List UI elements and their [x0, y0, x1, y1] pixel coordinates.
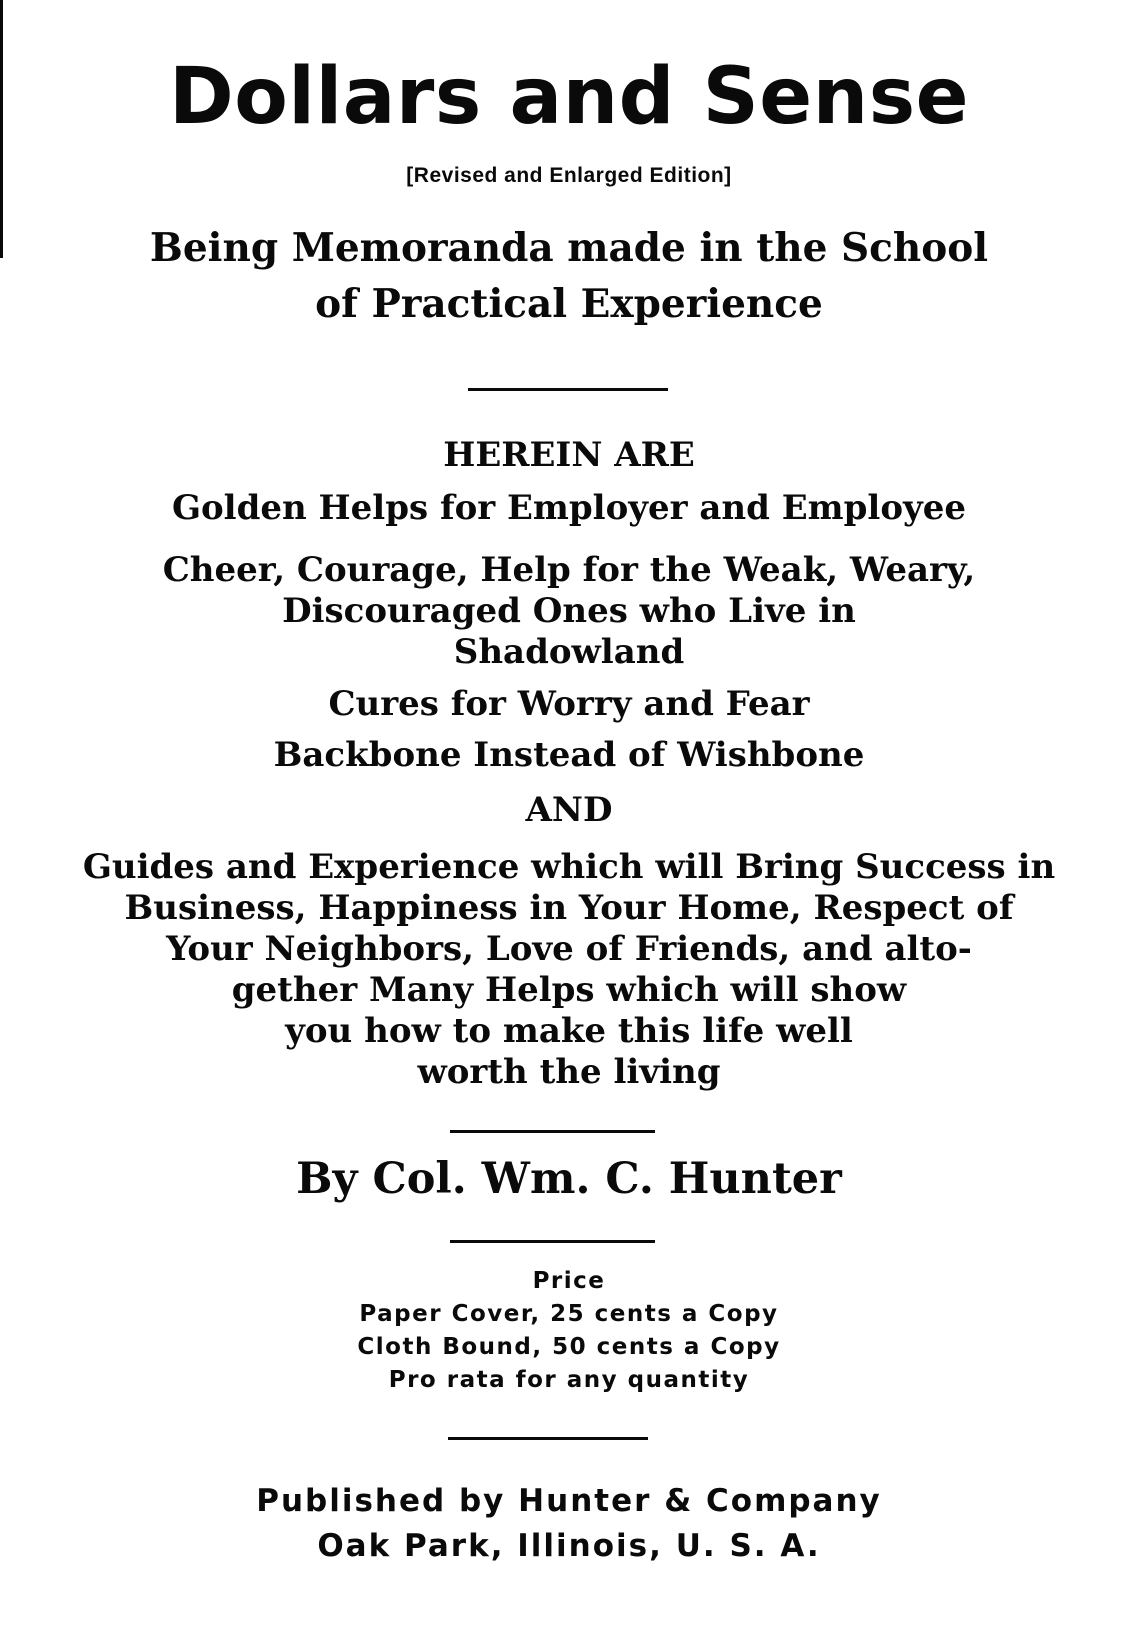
contents-item: Discouraged Ones who Live in [282, 591, 856, 631]
closing-line: you how to make this life well [285, 1011, 853, 1051]
closing-line: Guides and Experience which will Bring Success in [82, 847, 1056, 887]
divider-rule-1 [468, 388, 668, 391]
author-line: By Col. Wm. C. Hunter [296, 1154, 842, 1204]
closing-line: Your Neighbors, Love of Friends, and alto- [166, 929, 972, 969]
book-title: Dollars and Sense [168, 52, 970, 142]
closing-line: gether Many Helps which will show [231, 970, 907, 1010]
price-line: Pro rata for any quantity [388, 1367, 750, 1393]
price-heading: Price [532, 1268, 606, 1294]
contents-item: Cures for Worry and Fear [328, 684, 810, 724]
edition-note: [Revised and Enlarged Edition] [406, 164, 732, 187]
closing-line: worth the living [417, 1052, 721, 1092]
publisher-name: Published by Hunter & Company [256, 1483, 882, 1519]
price-line: Paper Cover, 25 cents a Copy [359, 1301, 779, 1327]
contents-item: Shadowland [453, 632, 685, 672]
divider-rule-4 [448, 1437, 648, 1440]
price-line: Cloth Bound, 50 cents a Copy [357, 1334, 781, 1360]
contents-item: Golden Helps for Employer and Employee [171, 488, 967, 528]
contents-item: Backbone Instead of Wishbone [273, 735, 865, 775]
divider-rule-3 [450, 1240, 655, 1243]
divider-rule-2 [450, 1130, 655, 1133]
subtitle-line-2: of Practical Experience [315, 281, 823, 327]
closing-line: Business, Happiness in Your Home, Respect of [124, 888, 1014, 928]
subtitle-line-1: Being Memoranda made in the School [149, 225, 989, 271]
contents-heading: HEREIN ARE [443, 435, 695, 475]
conjunction: AND [525, 790, 613, 830]
publisher-location: Oak Park, Illinois, U. S. A. [317, 1528, 821, 1564]
contents-item: Cheer, Courage, Help for the Weak, Weary, [162, 550, 976, 590]
